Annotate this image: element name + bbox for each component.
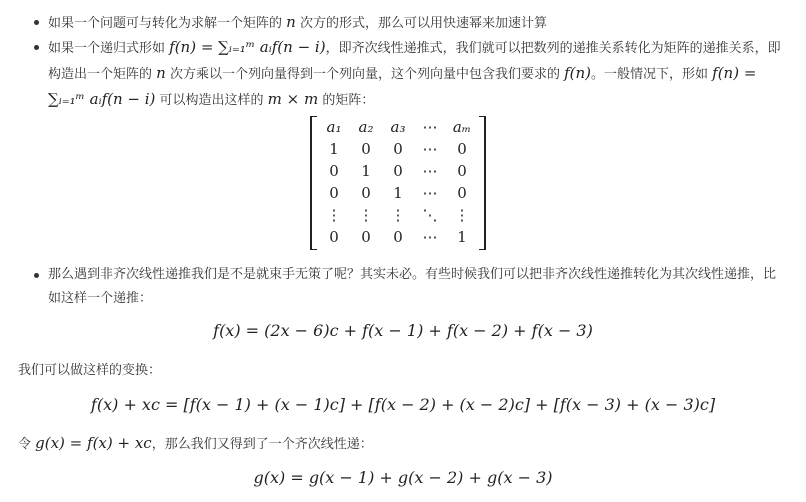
matrix-cell: ⋯ <box>422 162 438 180</box>
matrix-cell: ⋮ <box>358 206 374 224</box>
equation: g(x) = g(x − 1) + g(x − 2) + g(x − 3) <box>253 468 553 487</box>
math: n <box>156 64 166 82</box>
matrix-cell: 1 <box>393 184 403 202</box>
matrix-cell: a₁ <box>326 118 342 136</box>
matrix-cell: a₃ <box>390 118 406 136</box>
matrix-cell: 0 <box>329 228 339 246</box>
text: 如果一个问题可与转化为求解一个矩阵的 <box>48 16 287 31</box>
matrix-cell: 0 <box>457 184 467 202</box>
text: 。一般情况下，形如 <box>591 67 713 82</box>
math: g(x) = f(x) + xc <box>35 434 152 452</box>
matrix-cell: ⋯ <box>422 118 438 136</box>
matrix-row <box>312 116 484 138</box>
paragraph: 我们可以做这样的变换： <box>18 363 162 378</box>
matrix-cell: 0 <box>393 140 403 158</box>
matrix-cell: ⋯ <box>422 140 438 158</box>
text: 可以构造出这样的 <box>155 93 268 108</box>
text: 那么遇到非齐次线性递推我们是不是就束手无策了呢？其实未必。有些时候我们可以把非齐次线性递推转化为其次线性递推，比如这样一个递推： <box>48 267 777 306</box>
matrix-row <box>312 138 484 160</box>
matrix-cell: 0 <box>329 162 339 180</box>
matrix-cell: 0 <box>393 162 403 180</box>
matrix-cell: 0 <box>457 162 467 180</box>
matrix-cell: a₂ <box>358 118 374 136</box>
matrix-cell: 0 <box>361 184 371 202</box>
matrix-cell: aₘ <box>452 118 472 136</box>
matrix-row <box>312 226 484 248</box>
list-item <box>48 263 788 311</box>
matrix-cell: 0 <box>393 228 403 246</box>
matrix-row <box>312 160 484 182</box>
text: ，那么我们又得到了一个齐次线性递： <box>151 437 373 452</box>
text: 令 <box>18 437 36 452</box>
math: n <box>286 13 296 31</box>
text: 次方的形式，那么可以用快速幂来加速计算 <box>295 16 547 31</box>
text: 的矩阵： <box>318 93 375 108</box>
matrix-cell: ⋮ <box>390 206 406 224</box>
matrix-cell: 0 <box>329 184 339 202</box>
list-item <box>48 35 788 113</box>
paragraph <box>18 431 373 457</box>
list-item <box>48 10 788 36</box>
matrix-cell: ⋯ <box>422 228 438 246</box>
math: m × m <box>267 90 319 108</box>
matrix-cell: ⋱ <box>422 206 438 224</box>
matrix-cell: 1 <box>329 140 339 158</box>
matrix-cell: 0 <box>457 140 467 158</box>
matrix-cell: ⋮ <box>326 206 342 224</box>
matrix-cell: 0 <box>361 140 371 158</box>
text: 次方乘以一个列向量得到一个列向量，这个列向量中包含我们要求的 <box>165 67 565 82</box>
matrix-cell: 0 <box>361 228 371 246</box>
math: f(n) <box>564 64 591 82</box>
text: ，即齐次线性递推式，我们就可以把数列的递推关系转化为矩阵的递推关系，即构造出一个矩阵的 <box>48 41 781 82</box>
matrix-cell: ⋮ <box>454 206 470 224</box>
math: f(n) = ∑ᵢ₌₁ᵐ aᵢf(n − i) <box>48 64 757 108</box>
matrix-cell: ⋯ <box>422 184 438 202</box>
matrix-row <box>312 204 484 226</box>
equation: f(x) = (2x − 6)c + f(x − 1) + f(x − 2) + f(x − 3) <box>213 321 593 340</box>
math: f(n) = ∑ᵢ₌₁ᵐ aᵢf(n − i) <box>169 38 326 56</box>
matrix-row <box>312 182 484 204</box>
matrix-cell: 1 <box>361 162 371 180</box>
matrix <box>310 116 486 250</box>
equation: f(x) + xc = [f(x − 1) + (x − 1)c] + [f(x − 2) + (x − 2)c] + [f(x − 3) + (x − 3)c] <box>90 395 716 414</box>
text: 如果一个递归式形如 <box>48 41 170 56</box>
matrix-cell: 1 <box>457 228 467 246</box>
